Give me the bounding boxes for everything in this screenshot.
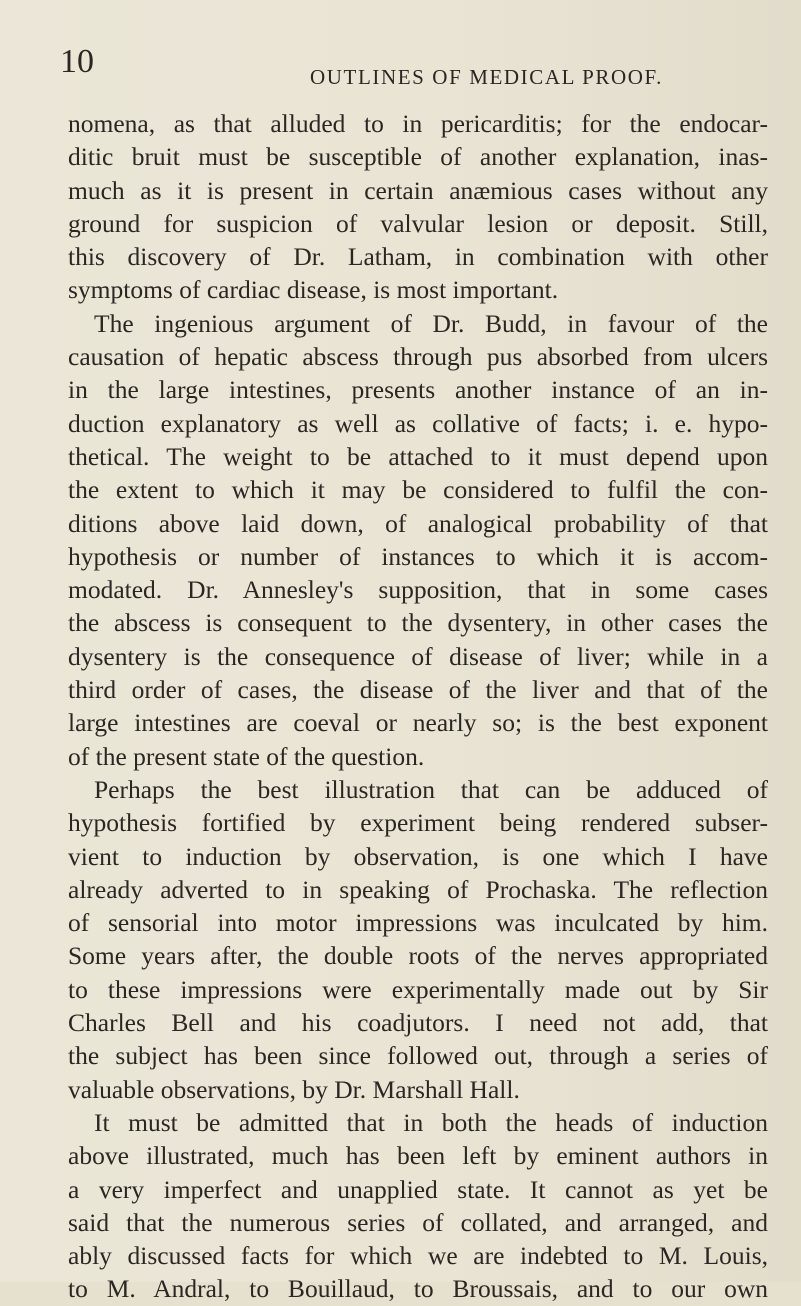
text-line: duction explanatory as well as collative of facts; i. e. hypo- xyxy=(68,408,768,438)
text-line: Charles Bell and his coadjutors. I need not add, that xyxy=(68,1008,768,1038)
text-line: ground for suspicion of valvular lesion or deposit. Still, xyxy=(68,208,768,238)
text-line: to M. Andral, to Bouillaud, to Broussais, and to our own xyxy=(68,1274,768,1304)
text-line: vient to induction by observation, is one which I have xyxy=(68,841,768,871)
text-line: above illustrated, much has been left by eminent authors in xyxy=(68,1141,768,1171)
text-line: It must be admitted that in both the heads of induction xyxy=(94,1107,768,1137)
text-line: dysentery is the consequence of disease of liver; while in a xyxy=(68,641,768,671)
text-line: the subject has been since followed out, through a series of xyxy=(68,1041,768,1071)
text-line: Some years after, the double roots of the nerves appropriated xyxy=(68,941,768,971)
text-line: thetical. The weight to be attached to it must depend upon xyxy=(68,441,768,471)
text-line: in the large intestines, presents another instance of an in- xyxy=(68,375,768,405)
running-head: OUTLINES OF MEDICAL PROOF. xyxy=(310,65,663,89)
text-line: of sensorial into motor impressions was inculcated by him. xyxy=(68,908,768,938)
text-line: The ingenious argument of Dr. Budd, in favour of the xyxy=(94,308,768,338)
text-line: third order of cases, the disease of the liver and that of the xyxy=(68,675,768,705)
page-number: 10 xyxy=(60,43,94,80)
text-line: Perhaps the best illustration that can be adduced of xyxy=(94,774,768,804)
text-line: said that the numerous series of collated, and arranged, and xyxy=(68,1207,768,1237)
text-line: symptoms of cardiac disease, is most important. xyxy=(68,275,559,305)
text-line: ditions above laid down, of analogical probability of that xyxy=(68,508,768,538)
text-line: valuable observations, by Dr. Marshall Hall. xyxy=(68,1074,520,1104)
text-line: hypothesis or number of instances to which it is accom- xyxy=(68,541,768,571)
text-line: already adverted to in speaking of Prochaska. The reflection xyxy=(68,874,768,904)
text-line: ditic bruit must be susceptible of another explanation, inas- xyxy=(68,142,768,172)
text-line: modated. Dr. Annesley's supposition, that in some cases xyxy=(68,575,768,605)
text-line: nomena, as that alluded to in pericarditis; for the endocar- xyxy=(68,109,768,138)
text-line: a very imperfect and unapplied state. It cannot as yet be xyxy=(68,1174,768,1204)
text-line: the abscess is consequent to the dysentery, in other cases the xyxy=(68,608,768,638)
text-line: ably discussed facts for which we are indebted to M. Louis, xyxy=(68,1241,768,1271)
text-line: much as it is present in certain anæmious cases without any xyxy=(68,175,768,205)
text-line: to these impressions were experimentally made out by Sir xyxy=(68,974,768,1004)
text-line: this discovery of Dr. Latham, in combination with other xyxy=(68,242,768,272)
body-text xyxy=(68,107,768,1306)
text-line: the extent to which it may be considered to fulfil the con- xyxy=(68,475,768,505)
text-line: of the present state of the question. xyxy=(68,741,425,771)
page-header xyxy=(60,42,771,92)
text-line: large intestines are coeval or nearly so; is the best exponent xyxy=(68,708,768,738)
text-line: causation of hepatic abscess through pus absorbed from ulcers xyxy=(68,342,768,372)
text-line: hypothesis fortified by experiment being rendered subser- xyxy=(68,808,768,838)
